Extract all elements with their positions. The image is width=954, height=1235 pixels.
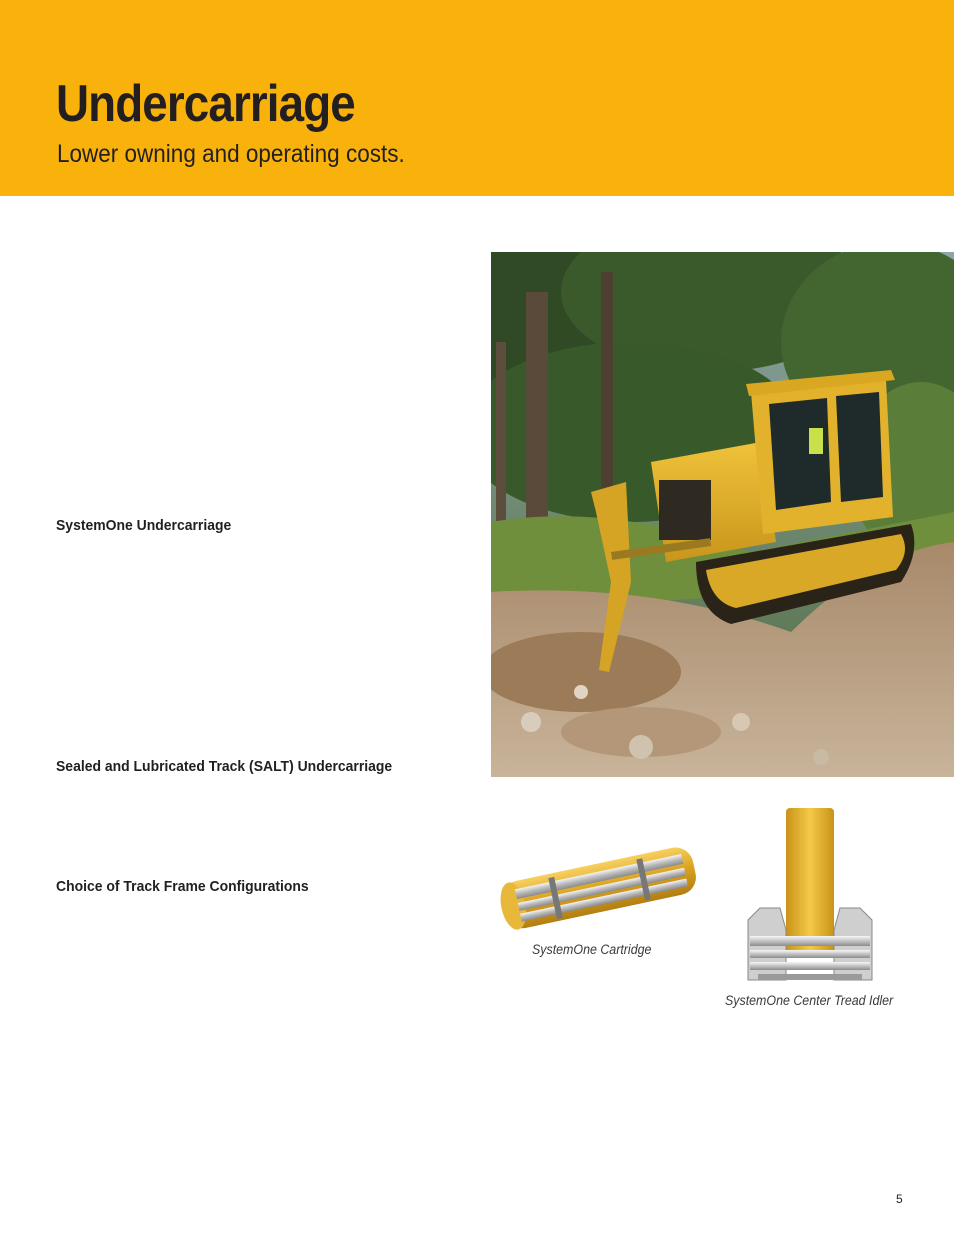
idler-caption: SystemOne Center Tread Idler: [725, 993, 894, 1008]
page-title: Undercarriage: [56, 75, 355, 133]
page-number: 5: [896, 1192, 903, 1206]
page-subtitle: Lower owning and operating costs.: [57, 140, 405, 168]
systemone-cartridge-illustration: [491, 834, 706, 939]
section-heading-systemone: SystemOne Undercarriage: [56, 517, 232, 534]
section-heading-track-frame: Choice of Track Frame Configurations: [56, 878, 309, 895]
center-tread-idler-illustration: [740, 800, 880, 990]
section-heading-salt: Sealed and Lubricated Track (SALT) Undercarriage: [56, 758, 393, 775]
cartridge-caption: SystemOne Cartridge: [532, 942, 652, 957]
dozer-photo: [491, 252, 954, 777]
